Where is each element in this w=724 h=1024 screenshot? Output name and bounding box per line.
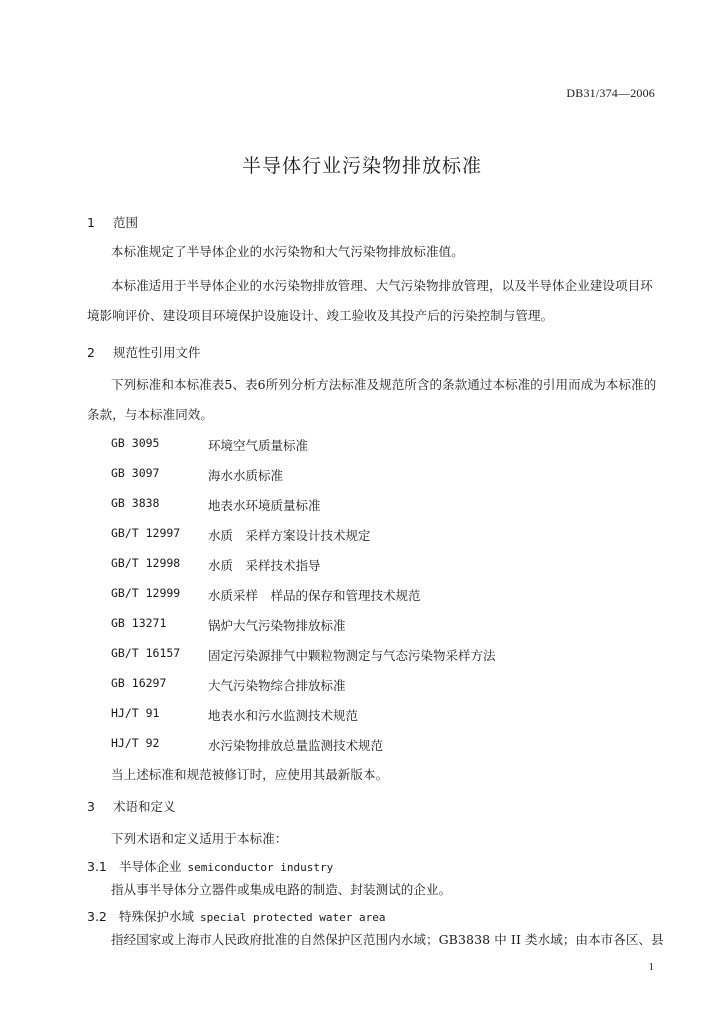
term-english: special protected water area: [200, 911, 386, 924]
reference-title: 水质采样 样品的保存和管理技术规范: [208, 588, 421, 603]
term-chinese: 半导体企业: [119, 859, 182, 874]
scope-paragraph-1: 本标准规定了半导体企业的水污染物和大气污染物排放标准值。: [111, 244, 464, 259]
reference-title: 固定污染源排气中颗粒物测定与气态污染物采样方法: [208, 648, 496, 663]
reference-code: GB 3097: [111, 466, 160, 480]
term-definition: 指经国家或上海市人民政府批准的自然保护区范围内水域；GB3838 中 II 类水域；由本市各区、县: [111, 932, 664, 947]
term-heading: [87, 907, 385, 925]
reference-title: 地表水环境质量标准: [208, 498, 321, 513]
reference-title: 环境空气质量标准: [208, 438, 309, 453]
reference-code: GB 3838: [111, 496, 160, 510]
section-number: 2: [87, 345, 95, 360]
reference-title: 锅炉大气污染物排放标准: [208, 618, 346, 633]
document-title: 半导体行业污染物排放标准: [241, 155, 482, 177]
reference-code: GB 3095: [111, 436, 160, 450]
section-heading-scope: [87, 213, 138, 231]
section-heading-terms: [87, 797, 176, 815]
document-code: DB31/374—2006: [566, 86, 655, 100]
section-title: 范围: [113, 215, 139, 230]
term-english: semiconductor industry: [187, 861, 334, 874]
terms-intro: 下列术语和定义适用于本标准：: [111, 831, 288, 846]
reference-code: GB 16297: [111, 676, 167, 690]
normative-closing: 当上述标准和规范被修订时，应使用其最新版本。: [111, 767, 389, 782]
scope-paragraph-2-line-1: 本标准适用于半导体企业的水污染物排放管理、大气污染物排放管理，以及半导体企业建设项目环: [111, 278, 653, 293]
normative-intro-line-1: 下列标准和本标准表5、表6所列分析方法标准及规范所含的条款通过本标准的引用而成为本标准的: [111, 377, 657, 392]
page-number: 1: [648, 961, 654, 973]
reference-title: 水质 采样技术指导: [208, 558, 321, 573]
reference-title: 水污染物排放总量监测技术规范: [208, 738, 384, 753]
section-number: 3: [87, 799, 95, 814]
reference-code: GB/T 16157: [111, 646, 181, 660]
term-number: 3.2: [87, 909, 107, 924]
reference-code: GB/T 12998: [111, 556, 181, 570]
term-definition: 指从事半导体分立器件或集成电路的制造、封装测试的企业。: [111, 882, 452, 897]
normative-intro-line-2: 条款，与本标准同效。: [87, 407, 214, 422]
reference-code: GB/T 12997: [111, 526, 181, 540]
section-title: 术语和定义: [113, 799, 176, 814]
reference-title: 水质 采样方案设计技术规定: [208, 528, 371, 543]
reference-title: 地表水和污水监测技术规范: [208, 708, 359, 723]
scope-paragraph-2-line-2: 境影响评价、建设项目环境保护设施设计、竣工验收及其投产后的污染控制与管理。: [87, 308, 554, 323]
section-number: 1: [87, 215, 95, 230]
section-heading-normative-references: [87, 343, 201, 361]
reference-code: HJ/T 92: [111, 736, 160, 750]
section-title: 规范性引用文件: [113, 345, 201, 360]
reference-code: GB/T 12999: [111, 586, 181, 600]
term-chinese: 特殊保护水域: [119, 909, 195, 924]
reference-title: 大气污染物综合排放标准: [208, 678, 346, 693]
reference-title: 海水水质标准: [208, 468, 284, 483]
reference-code: HJ/T 91: [111, 706, 160, 720]
term-number: 3.1: [87, 859, 107, 874]
term-heading: [87, 857, 333, 875]
reference-code: GB 13271: [111, 616, 167, 630]
